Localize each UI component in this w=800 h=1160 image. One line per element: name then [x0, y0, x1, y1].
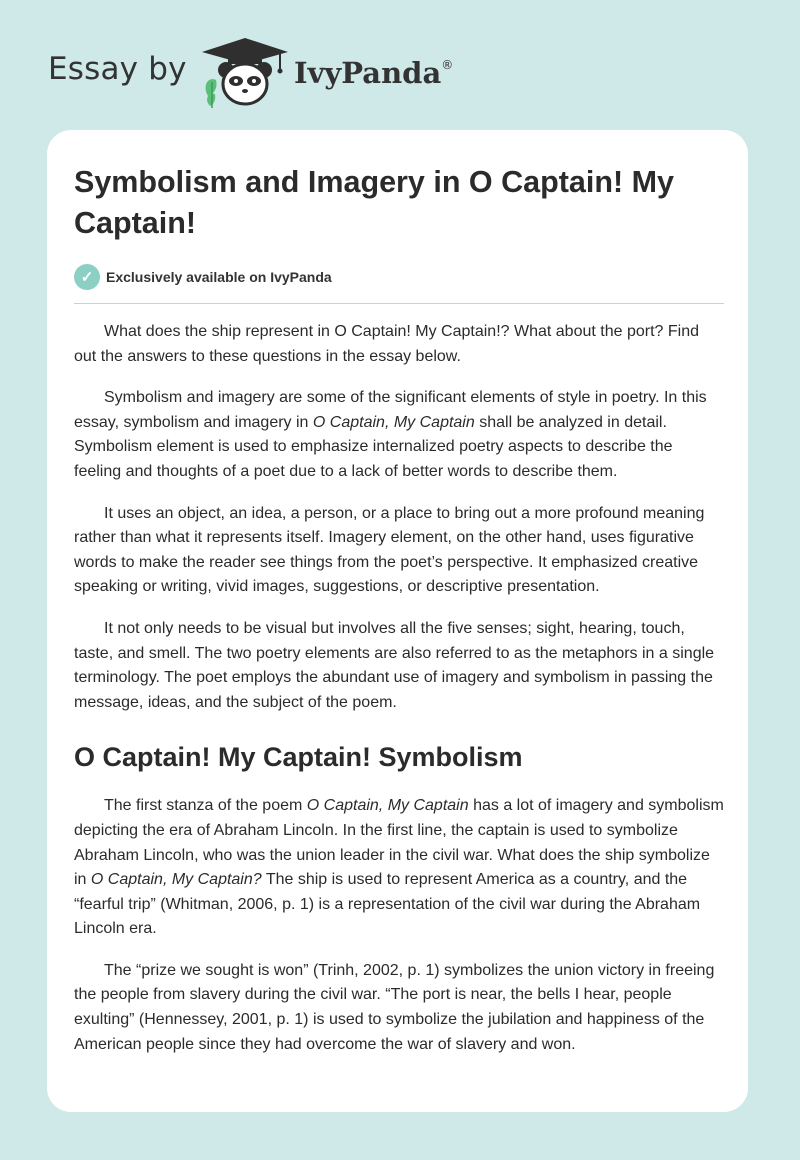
paragraph-3: It uses an object, an idea, a person, or a place to bring out a more profound meaning rather than what it represents itself. Imagery element, on the other hand, uses figurative words to make the reader see things from the poet’s perspective. It emphasized creative speaking or writing, vivid images, suggestions, or descriptive presentation. — [74, 504, 705, 596]
checkmark-icon: ✓ — [74, 264, 100, 290]
paragraph-intro: What does the ship represent in O Captain! My Captain!? What about the port? Find out the answers to these questions in the essay below. — [74, 323, 699, 365]
panda-logo-icon[interactable] — [200, 36, 290, 108]
paragraph-5: The first stanza of the poem O Captain, My Captain has a lot of imagery and symbolism depicting the era of Abraham Lincoln. In the first line, the captain is used to symbolize Abraham Lincoln, who was the union leader in the civil war. What does the ship symbolize in O Captain, My Captain? The ship is used to represent America as a country, and the “fearful trip” (Whitman, 2006, p. 1) is a representation of the civil war during the Abraham Lincoln era. — [74, 797, 724, 938]
exclusive-badge-text: Exclusively available on IvyPanda — [106, 269, 332, 285]
section-heading: O Captain! My Captain! Symbolism — [74, 742, 523, 773]
paragraph-2: Symbolism and imagery are some of the significant elements of style in poetry. In this essay, symbolism and imagery in O Captain, My Captain shall be analyzed in detail. Symbolism element is used to emphasize internalized poetry aspects to describe the feeling and thoughts of a poet due to a lack of better words to describe them. — [74, 389, 707, 480]
essay-title: Symbolism and Imagery in O Captain! My Captain! — [74, 165, 674, 240]
poem-title-italic: O Captain, My Captain — [306, 797, 469, 815]
essay-by-label: Essay by — [48, 51, 187, 87]
poem-title-italic: O Captain, My Captain — [312, 413, 475, 431]
paragraph-6: The “prize we sought is won” (Trinh, 2002, p. 1) symbolizes the union victory in freeing the people from slavery during the civil war. “The port is near, the bells I hear, people exulting” (Hennessey, 2001, p. 1) is used to symbolize the jubilation and happiness of the American people since they had overcome the war of slavery and won. — [74, 961, 715, 1053]
poem-title-italic: O Captain, My Captain? — [90, 871, 262, 889]
site-header — [48, 36, 748, 116]
essay-content — [74, 162, 724, 1057]
paragraph-4: It not only needs to be visual but involves all the five senses; sight, hearing, touch, taste, and smell. The two poetry elements are also referred to as the metaphors in a single terminology. The poet employs the abundant use of imagery and symbolism in passing the message, ideas, and the subject of the poem. — [74, 619, 715, 711]
essay-card — [47, 130, 748, 1112]
registered-mark: ® — [441, 58, 454, 72]
brand-name[interactable]: IvyPanda® — [294, 56, 454, 90]
divider — [74, 303, 724, 304]
exclusive-badge — [74, 264, 724, 290]
